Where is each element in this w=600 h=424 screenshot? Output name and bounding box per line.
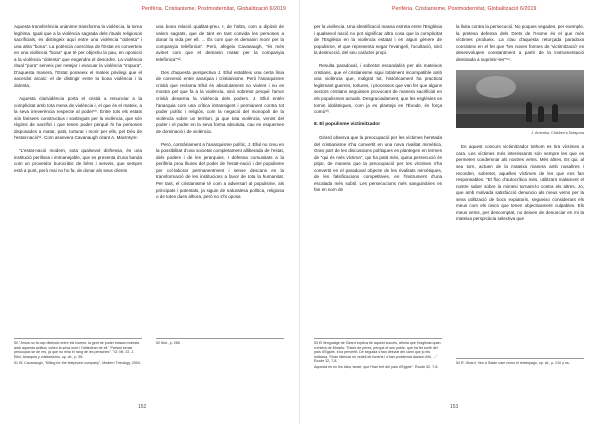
footnote: Aquesta és en Ies idea, Israel, que t'han tret del país d'Egipte". Èxode 32, 7-8. [314,365,439,370]
left-column-2 [156,24,284,207]
right-page [300,0,600,424]
footnote: 54 R. Girard, Veo a Satán caer como el relámpago, op. cit., p. 210 y ss. [456,361,570,365]
page-number: 152 [138,404,147,410]
paragraph: Aquesta clarividència porta el cristià a renunciar a la complicitat amb tota mena de violència i, el que és el mateix, a la seva irreverència respecte al poder⁵⁰. Entre tots els estats són farisees constructius i sostinguts per la violència, que són règims de sacrifici i que tenen poder perquè hi ha persones disposades a matar, patir, torturar i morir per ells, pel Déu de l'estat-nació⁵¹. Com assevera Cavanaugh citant A. MacIntyre: [14,95,142,141]
paragraph: En aquest concurs victimitzador tothom es tira víctimes a cara. Les víctimes més interessants són sempre les que es permeten condemnar als nostres veïns. Més altres. Es qui, al seu torn, actuen de la mateixa manera amb nosaltres i recorden, sobretot, aquelles víctimes de les que ens fan responsables. "El floc d'autocrítica més, utilitzant malament el nostre saber sobre la mimesi tornant-lo contra els altres. Jo, que amb malvada satisfacció denuncio als meus veïns per la seva utilització de bocs expiatoris, segueixo considerant els meus com els únics que tenen objectivament culpables. Els meus veïns, per descomptat, no deixen de denunciar en mi la mateixa perspicàcia selectiva que [456,144,584,222]
photograph [456,70,584,128]
paragraph: Resulta paradoxal, i sobretot escandalós per als mateixos cristians, que el cristianisme sigui totalment incompatible amb una violència que, malgrat tot, històricament ha practicat legitimant guerres, tortures, i processos que van fer que alguns sectors cristians seguissen provocant de manera sacrificial en els populismes actuals. Desgraciadament, que les esglésies es tornin idolàtriques, com ja es planteja en l'Èxode, és força comú⁵³. [314,63,442,115]
paragraph: Girard observa que la preocupació per les víctimes heretada del cristianisme s'ha convertit en una nova rivalitat mimètica. Gran part de les discussions polítiques es plantegen en termes de "qui és més víctima", qui ha patit més, quina persecució és pitjor, de manera que la preocupació per les víctimes s'ha convertit en el paradoxal objecte de les rivalitats mimètiques, de les falsificacions competitives, en l'instrument d'una escalada més subtil. Les persecucions més sanguinàries es fan en nom de [314,135,442,193]
left-footnotes-1 [14,338,142,367]
footnote: 50 "Jesús no fa cap distinció entre els homes; la gent de poder estava molesta amb aquesta actitud; volien la seva mort i l'obtindran de ell." Parlant sense preocupar-se de res, ja que no mira el rang de les persones". "Cf. Mt. 22. J. Ellul, Anarquia y cristianismo, op. cit., p. 55. [14,341,140,359]
running-head: Perifèria. Cristianisme, Postmodernitat, Globalització 6/2019 [392,6,537,12]
section-heading: 8. El populisme victimitzador [314,122,381,128]
left-footnotes-2 [156,338,284,347]
paragraph: Aquesta transferència unànime transforma la violència, la torna legítima. Igual que a la violència sagrada dels rituals religiosos sacrificials, es distingeix aquí entre una violència "dolenta" i una altra "bona". La potència coercitiva de l'Estat es converteix en una violència "bona" que té per objectiu la pau, en oposició a la violència "dolenta" que engendra el desordre. La violència ritual "pura" serveix per netejar i evacuar la violència "impura". D'aquesta manera, l'Estat posseeix el mateix privilegi que el sacerdot arcaic: el de distingir entre la bona violència i la dolenta. [14,24,142,88]
right-footnotes-1 [314,338,442,372]
right-column-2 [456,24,584,229]
paragraph: "L'estat-nació modern, sota qualsevol disfressa, és una institució perillosa i immanejable, que es presenta d'una banda com un proveïdor burocràtic de béns i serveis, que sempre està a punt, però mai no ho fa, de donar als seus clients [14,148,142,173]
paragraph: la lluita contra la persecució. No poques vegades, per exemple, la pretesa defensa dels Drets de l'Home és el que més víctimes produeix. La clau d'aquesta retorçada paradoxa consisteix en el fet que "les noves formes de 'victimització' es desenvolupen constantment a partir de la instrumentació destinada a suprimir-les"⁵⁴. [456,24,584,62]
photo-caption: J. Amerika, Children's Diaspora [531,130,584,135]
paragraph: Des d'aquesta perspectiva J. Ellul estableix una certa línia de connexió entre anarquia i cristianisme. Però l'anarquisme cristià que reclama Ellul és absolutament no violent i no es mostra pel que fa a la violència, sinó sobretot perquè l'amor cristià desarma la violència dels poders. J. Ellul entén l'anarquia com una crítica intransigent i permanent contra tot poder polític i religiós, com la negació del monopoli de la violència sobre un territori, ja que tota violència, venint del poder i el poder en la seva forma absoluta, cau en esquemes de dominació i de violència. [156,69,284,134]
running-head: Perifèria. Cristianisme, Postmodernitat, Globalització 6/2019 [141,6,286,12]
paragraph: una bona relació qualitat-preu. I, de l'altra, com a dipòsit de valors sagrats, que de tant en tant convida les persones a donar la vida per ell. ... És com que et demanin morir per la companyia telefònica". Però, afegeix Cavanaugh, "és més avinet com que et demanin matar per la companyia telefònica"⁵². [156,24,284,62]
paragraph: per la violència. Una identificació massa estreta entre l'Església i qualsevol nació no pot significar altra cosa que la complicitat de l'Església en la violència estatal i en algun gènere de populisme, el que representa negar l'evangeli, l'ocultació, sinó la destrucció, del seu caràcter propi. [314,24,442,56]
paragraph: Però, contràriament a l'anarquisme polític, J. Ellul no creu en la possibilitat d'una societat completament alliberada de l'estat, dels poders i de les jerarquies. I defensa comunitats a la perifèria prou lliures del poder de l'estat-nació i del populisme per col·laborar permanentment i sense descans en la transformació de les institucions a favor de tota la humanitat. Per tant, el cristianisme té com a adversari al populisme, als principats i potestats, ja siguin de naturalesa política, religiosa o de totes dues alhora, però no s'hi oposa [156,141,284,200]
footnote: 52 Ibid., p. 285. [156,341,181,345]
right-footnotes-2 [456,358,584,367]
footnote: 51 W. Cavanaugh, "Killing for the telephone company", Modern Theology, 2004. [14,360,141,365]
left-column-1 [14,24,142,181]
footnote: 53 El llenguatge de Girard explica bé aquest succés, afirma que l'església quan s'entera de Moisès: "Estes de peres, perquè el seu poble, que ha fet sortir del país d'Egipte, s'ha pervertit. De seguida s'han desviat del camí que jo els indicava. S'han fabricat un vedell de foneria i s'han prosternat davant d'ell, ..." Èxode 32, 7-8. [314,341,441,364]
page-number: 153 [450,404,459,410]
right-column-1 [314,24,442,201]
